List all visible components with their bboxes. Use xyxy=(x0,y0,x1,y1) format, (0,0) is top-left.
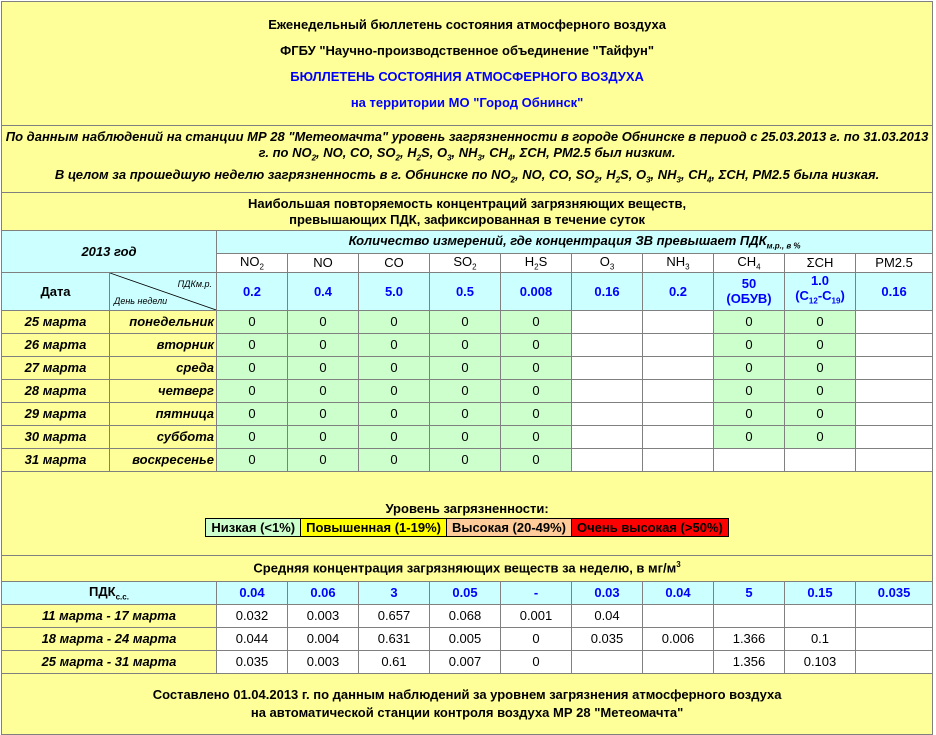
pollutant-name: $H_2S$ xyxy=(501,254,572,273)
exceed-count-cell xyxy=(572,402,643,425)
exceed-count-cell: 0 xyxy=(359,356,430,379)
exceed-count-cell: 0 xyxy=(359,448,430,471)
avg-row xyxy=(2,627,933,650)
exceed-count-cell xyxy=(643,402,714,425)
pollutant-name: CO xyxy=(359,254,430,273)
exceed-count-cell xyxy=(572,310,643,333)
exceed-count-cell xyxy=(643,448,714,471)
footer-line-2: на автоматической станции контроля воздуха МР 28 "Метеомачта" xyxy=(250,704,684,720)
pdk-ss-value: - xyxy=(501,581,572,604)
exceed-count-cell: 0 xyxy=(501,448,572,471)
daily-rows xyxy=(2,310,933,471)
avg-value-cell: 0.005 xyxy=(430,627,501,650)
avg-value-cell: 0.007 xyxy=(430,650,501,673)
avg-value-cell: 0.035 xyxy=(217,650,288,673)
exceed-count-cell: 0 xyxy=(288,425,359,448)
pollutant-name: PM2.5 xyxy=(856,254,933,273)
pollutant-name: $NO_2$ xyxy=(217,254,288,273)
avg-value-cell: 0.003 xyxy=(288,650,359,673)
avg-value-cell: 0.004 xyxy=(288,627,359,650)
exceed-count-cell: 0 xyxy=(430,356,501,379)
pdk-mr-value: 0.5 xyxy=(430,272,501,310)
avg-value-cell xyxy=(856,627,933,650)
exceed-count-cell: 0 xyxy=(359,333,430,356)
exceed-count-cell xyxy=(856,310,933,333)
exceed-count-cell: 0 xyxy=(288,333,359,356)
exceed-count-cell xyxy=(643,356,714,379)
avg-value-cell xyxy=(856,650,933,673)
summary-line-2: В целом за прошедшую неделю загрязненность в г. Обнинске по $NO_2$, NO, CO, $SO_2$, $H_2S$, $O_3$, $NH_3$, $CH_4$, ΣCH, PM2.5 была низкая. xyxy=(54,167,880,185)
exceed-count-cell: 0 xyxy=(501,402,572,425)
avg-value-cell xyxy=(856,604,933,627)
row-date: 29 марта xyxy=(2,402,110,425)
row-date: 28 марта xyxy=(2,379,110,402)
avg-value-cell: 1.366 xyxy=(714,627,785,650)
exceed-count-cell: 0 xyxy=(501,310,572,333)
exceed-count-cell: 0 xyxy=(714,379,785,402)
exceed-count-cell: 0 xyxy=(714,402,785,425)
exceed-count-cell: 0 xyxy=(288,379,359,402)
avg-value-cell xyxy=(714,604,785,627)
avg-value-cell: 0 xyxy=(501,650,572,673)
row-weekday: вторник xyxy=(110,333,217,356)
territory-title: на территории МО "Город Обнинск" xyxy=(350,94,584,110)
pdk-mr-value: 0.2 xyxy=(643,272,714,310)
avg-value-cell: 0.1 xyxy=(785,627,856,650)
exceed-count-cell: 0 xyxy=(217,356,288,379)
avg-rows xyxy=(2,604,933,673)
exceed-count-cell: 0 xyxy=(288,310,359,333)
pdk-mr-value: 0.4 xyxy=(288,272,359,310)
exceed-count-cell: 0 xyxy=(217,425,288,448)
pdk-mr-value: 5.0 xyxy=(359,272,430,310)
exceed-count-cell xyxy=(856,448,933,471)
diagonal-header-cell xyxy=(110,272,217,310)
avg-value-cell xyxy=(785,604,856,627)
exceed-count-cell: 0 xyxy=(785,402,856,425)
daily-row xyxy=(2,333,933,356)
exceed-count-cell xyxy=(643,310,714,333)
avg-value-cell: 0.035 xyxy=(572,627,643,650)
exceed-count-cell xyxy=(856,425,933,448)
avg-value-cell: 0.657 xyxy=(359,604,430,627)
daily-row xyxy=(2,425,933,448)
exceed-count-cell xyxy=(856,333,933,356)
row-weekday: воскресенье xyxy=(110,448,217,471)
avg-period: 25 марта - 31 марта xyxy=(2,650,217,673)
exceed-count-cell: 0 xyxy=(359,402,430,425)
avg-value-cell: 0.103 xyxy=(785,650,856,673)
header-line-2: ФГБУ "Научно-производственное объединение "Тайфун" xyxy=(280,42,654,58)
daily-row xyxy=(2,402,933,425)
exceed-count-cell: 0 xyxy=(217,402,288,425)
avg-value-cell: 0.032 xyxy=(217,604,288,627)
legend-item: Низкая (<1%) xyxy=(206,518,301,536)
avg-value-cell: 0.631 xyxy=(359,627,430,650)
pdk-ss-value: 0.03 xyxy=(572,581,643,604)
exceed-count-cell xyxy=(856,402,933,425)
daily-row xyxy=(2,356,933,379)
exceed-count-cell: 0 xyxy=(359,310,430,333)
avg-value-cell: 0.068 xyxy=(430,604,501,627)
exceed-count-cell: 0 xyxy=(217,379,288,402)
daily-row xyxy=(2,448,933,471)
avg-value-cell: 1.356 xyxy=(714,650,785,673)
exceed-count-cell xyxy=(572,356,643,379)
pollutant-name: $SO_2$ xyxy=(430,254,501,273)
exceed-count-cell xyxy=(572,333,643,356)
daily-row xyxy=(2,310,933,333)
pdk-ss-value: 0.04 xyxy=(217,581,288,604)
pollutant-name: $NH_3$ xyxy=(643,254,714,273)
avg-row xyxy=(2,650,933,673)
pdk-ss-value: 3 xyxy=(359,581,430,604)
avg-value-cell: 0.006 xyxy=(643,627,714,650)
header-line-1: Еженедельный бюллетень состояния атмосферного воздуха xyxy=(268,16,666,32)
pdk-mr-value: 0.16 xyxy=(856,272,933,310)
legend-item: Очень высокая (>50%) xyxy=(572,518,729,536)
pollutant-name: $O_3$ xyxy=(572,254,643,273)
year-label: 2013 год xyxy=(2,231,217,273)
row-date: 26 марта xyxy=(2,333,110,356)
pdk-mr-row xyxy=(2,272,933,310)
pollutant-name: ΣCH xyxy=(785,254,856,273)
summary-line-1: По данным наблюдений на станции МР 28 "Метеомачта" уровень загрязненности в городе Обнинске в период с 25.03.2013 г. по 31.03.2013 г. по $NO_2$, NO, CO, $SO_2$, $H_2S$, $O_3$, $NH_3$, $CH_4$, ΣCH, PM2.5 был низким. xyxy=(5,129,929,163)
exceed-count-cell xyxy=(643,379,714,402)
bulletin-title: БЮЛЛЕТЕНЬ СОСТОЯНИЯ АТМОСФЕРНОГО ВОЗДУХА xyxy=(290,68,644,84)
exceed-count-cell: 0 xyxy=(785,310,856,333)
exceed-count-cell: 0 xyxy=(217,310,288,333)
avg-value-cell: 0 xyxy=(501,627,572,650)
avg-row xyxy=(2,604,933,627)
pdk-ss-label: $ПДК_{с.с.}$ xyxy=(2,581,217,604)
row-date: 27 марта xyxy=(2,356,110,379)
pollutant-name: NO xyxy=(288,254,359,273)
pdk-mr-value: 0.16 xyxy=(572,272,643,310)
diag-day-label: День недели xyxy=(114,295,168,306)
legend-item: Высокая (20-49%) xyxy=(446,518,571,536)
bulletin-header xyxy=(2,2,933,126)
exceed-count-cell xyxy=(572,425,643,448)
count-title: Количество измерений, где концентрация ЗВ превышает $ПДК_{м.р., в \%}$ xyxy=(217,231,933,254)
exceed-count-cell: 0 xyxy=(430,333,501,356)
exceed-count-cell: 0 xyxy=(430,379,501,402)
exceed-count-cell: 0 xyxy=(501,379,572,402)
exceed-count-cell xyxy=(643,425,714,448)
exceed-count-cell: 0 xyxy=(501,356,572,379)
row-weekday: суббота xyxy=(110,425,217,448)
repeat-section-title: Наибольшая повторяемость концентраций загрязняющих веществ, превышающих ПДК, зафиксированная в течение суток xyxy=(2,193,933,231)
exceed-count-cell: 0 xyxy=(430,402,501,425)
pdk-ss-value: 0.15 xyxy=(785,581,856,604)
pollutant-name: $CH_4$ xyxy=(714,254,785,273)
pdk-ss-value: 5 xyxy=(714,581,785,604)
diag-pdk-label: ПДКм.р. xyxy=(177,278,212,289)
exceed-count-cell xyxy=(572,448,643,471)
exceed-count-cell xyxy=(643,333,714,356)
avg-value-cell xyxy=(572,650,643,673)
row-weekday: пятница xyxy=(110,402,217,425)
avg-value-cell: 0.003 xyxy=(288,604,359,627)
pdk-ss-value: 0.06 xyxy=(288,581,359,604)
legend-title: Уровень загрязненности: xyxy=(385,500,549,516)
exceed-count-cell: 0 xyxy=(714,356,785,379)
pdk-mr-value: 1.0 $(C_{12}-C_{19})$ xyxy=(785,272,856,310)
exceed-count-cell: 0 xyxy=(785,356,856,379)
pdk-mr-value: 0.2 xyxy=(217,272,288,310)
exceed-count-cell: 0 xyxy=(217,448,288,471)
pdk-ss-value: 0.035 xyxy=(856,581,933,604)
pdk-ss-value: 0.04 xyxy=(643,581,714,604)
exceed-count-cell xyxy=(856,356,933,379)
row-date: 25 марта xyxy=(2,310,110,333)
exceed-count-cell: 0 xyxy=(288,448,359,471)
pdk-mr-value: 50 (ОБУВ) xyxy=(714,272,785,310)
exceed-count-cell: 0 xyxy=(501,333,572,356)
row-weekday: понедельник xyxy=(110,310,217,333)
avg-value-cell: 0.04 xyxy=(572,604,643,627)
avg-value-cell xyxy=(643,650,714,673)
avg-value-cell xyxy=(643,604,714,627)
legend-table xyxy=(205,518,729,537)
avg-section-title: Средняя концентрация загрязняющих веществ за неделю, в $мг/м^3$ xyxy=(2,555,933,581)
exceed-count-cell xyxy=(785,448,856,471)
exceed-count-cell: 0 xyxy=(785,425,856,448)
exceed-count-cell: 0 xyxy=(501,425,572,448)
exceed-count-cell: 0 xyxy=(430,448,501,471)
exceed-count-cell: 0 xyxy=(430,310,501,333)
exceed-count-cell: 0 xyxy=(714,333,785,356)
avg-period: 11 марта - 17 марта xyxy=(2,604,217,627)
row-weekday: среда xyxy=(110,356,217,379)
avg-value-cell: 0.61 xyxy=(359,650,430,673)
pdk-ss-row xyxy=(2,581,933,604)
footer xyxy=(2,673,933,734)
bulletin-table xyxy=(1,1,933,735)
exceed-count-cell: 0 xyxy=(359,379,430,402)
legend-item: Повышенная (1-19%) xyxy=(301,518,447,536)
exceed-count-cell: 0 xyxy=(785,333,856,356)
row-date: 31 марта xyxy=(2,448,110,471)
exceed-count-cell: 0 xyxy=(288,402,359,425)
exceed-count-cell xyxy=(856,379,933,402)
pdk-ss-value: 0.05 xyxy=(430,581,501,604)
row-weekday: четверг xyxy=(110,379,217,402)
daily-row xyxy=(2,379,933,402)
exceed-count-cell: 0 xyxy=(714,310,785,333)
exceed-count-cell: 0 xyxy=(217,333,288,356)
legend-section xyxy=(2,471,933,555)
summary-paragraph xyxy=(2,126,933,193)
row-date: 30 марта xyxy=(2,425,110,448)
exceed-count-cell: 0 xyxy=(785,379,856,402)
pdk-mr-value: 0.008 xyxy=(501,272,572,310)
exceed-count-cell: 0 xyxy=(288,356,359,379)
footer-line-1: Составлено 01.04.2013 г. по данным наблюдений за уровнем загрязнения атмосферного воздуха xyxy=(152,686,782,702)
avg-value-cell: 0.044 xyxy=(217,627,288,650)
date-column-header: Дата xyxy=(2,272,110,310)
exceed-count-cell: 0 xyxy=(714,425,785,448)
exceed-count-cell: 0 xyxy=(359,425,430,448)
avg-value-cell: 0.001 xyxy=(501,604,572,627)
avg-period: 18 марта - 24 марта xyxy=(2,627,217,650)
exceed-count-cell xyxy=(572,379,643,402)
exceed-count-cell xyxy=(714,448,785,471)
exceed-count-cell: 0 xyxy=(430,425,501,448)
